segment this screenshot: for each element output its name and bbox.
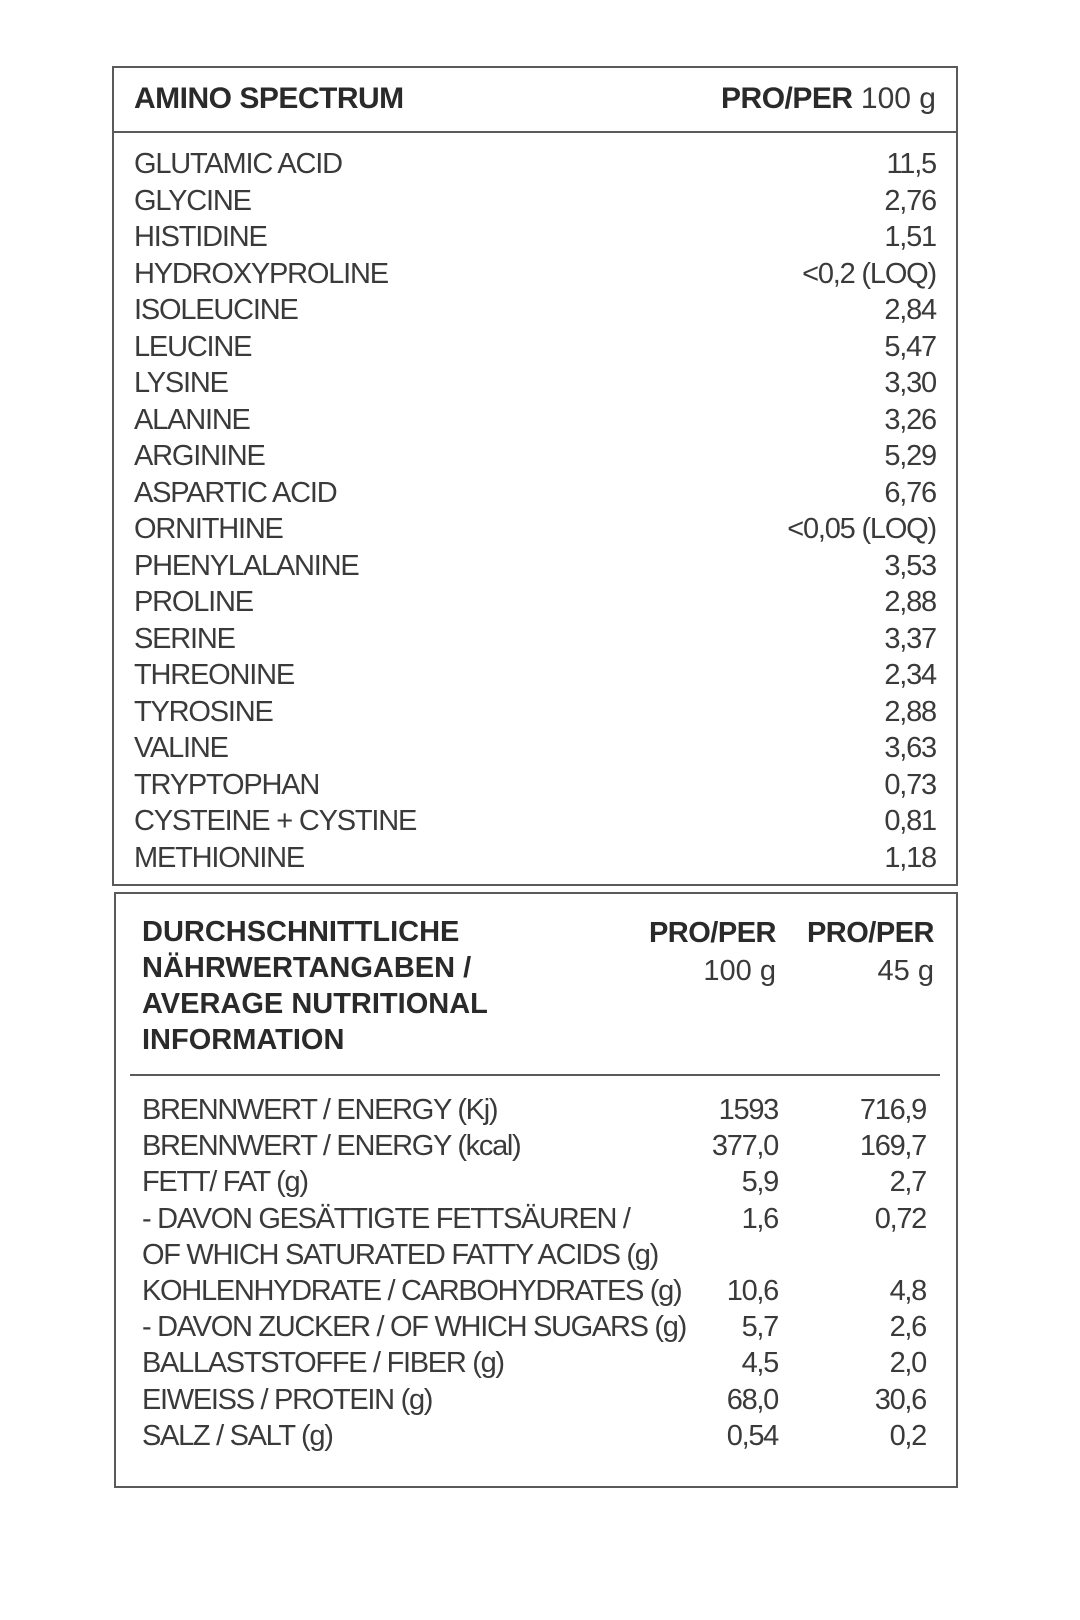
amino-name: VALINE — [134, 732, 228, 764]
amino-name: GLUTAMIC ACID — [134, 148, 342, 180]
nutrition-value-100g: 1,6 — [741, 1202, 778, 1235]
amino-value: 3,30 — [884, 367, 936, 399]
nutrition-value-45g: 2,7 — [889, 1166, 926, 1199]
amino-name: SERINE — [134, 622, 235, 655]
nutrition-value-45g: 0,72 — [874, 1202, 926, 1235]
nutrition-value-45g: 2,0 — [889, 1347, 926, 1380]
amino-table-header — [114, 68, 956, 133]
column-header-label: PRO/PER — [648, 917, 776, 949]
nutrition-value-45g: 0,2 — [889, 1419, 926, 1452]
nutrition-label: FETT/ FAT (g) — [142, 1166, 308, 1199]
amino-value: 2,76 — [884, 184, 936, 217]
nutrition-label: SALZ / SALT (g) — [142, 1419, 333, 1452]
amino-value: <0,05 (LOQ) — [787, 513, 936, 545]
amino-row — [134, 767, 936, 804]
amino-name: TRYPTOPHAN — [134, 768, 320, 801]
nutrition-value-100g: 5,9 — [741, 1166, 778, 1199]
nutrition-label: BALLASTSTOFFE / FIBER (g) — [142, 1347, 504, 1380]
amino-value: <0,2 (LOQ) — [802, 257, 936, 290]
nutrition-table — [114, 892, 958, 1488]
nutrition-row — [142, 1092, 926, 1128]
nutrition-row — [142, 1382, 926, 1418]
nutrition-value-45g: 30,6 — [874, 1383, 926, 1416]
column-header-100g — [649, 914, 776, 990]
amino-name: THREONINE — [134, 659, 294, 691]
amino-name: HISTIDINE — [134, 221, 267, 253]
amino-name: GLYCINE — [134, 184, 251, 217]
nutrition-table-header — [142, 914, 934, 1070]
amino-value: 5,47 — [884, 330, 936, 363]
amino-row — [134, 840, 936, 877]
nutrition-label: BRENNWERT / ENERGY (kcal) — [142, 1130, 521, 1163]
amino-name: ISOLEUCINE — [134, 294, 298, 326]
amino-row — [134, 219, 936, 256]
nutrition-list — [142, 1092, 926, 1454]
amino-value: 2,34 — [884, 659, 936, 691]
amino-name: TYROSINE — [134, 695, 273, 728]
nutrition-value-45g: 2,6 — [889, 1311, 926, 1344]
nutrition-value-100g: 377,0 — [711, 1130, 778, 1163]
amino-value: 2,84 — [884, 294, 936, 326]
nutrition-label: - DAVON GESÄTTIGTE FETTSÄUREN / — [142, 1202, 630, 1235]
nutrition-row — [142, 1418, 926, 1454]
amino-name: ORNITHINE — [134, 513, 283, 545]
amino-row — [134, 256, 936, 293]
nutrition-row — [142, 1345, 926, 1381]
amino-row — [134, 511, 936, 548]
amino-row — [134, 548, 936, 585]
amino-value: 3,53 — [884, 549, 936, 582]
nutrition-value-100g: 1593 — [718, 1094, 778, 1126]
nutrition-value-45g: 169,7 — [859, 1130, 926, 1163]
amino-name: ARGININE — [134, 440, 265, 472]
column-header-45g — [807, 914, 934, 990]
amino-row — [134, 694, 936, 731]
nutrition-value-100g: 5,7 — [741, 1311, 778, 1344]
amino-spectrum-table — [112, 66, 958, 886]
amino-value: 1,51 — [884, 221, 936, 253]
nutrition-row — [142, 1201, 926, 1237]
nutrition-label: EIWEISS / PROTEIN (g) — [142, 1383, 433, 1416]
amino-name: LYSINE — [134, 367, 228, 399]
amino-value: 0,73 — [884, 768, 936, 801]
header-divider — [130, 1074, 940, 1076]
amino-row — [134, 803, 936, 840]
amino-value: 2,88 — [884, 586, 936, 618]
amino-value: 5,29 — [884, 440, 936, 472]
amino-row — [134, 365, 936, 402]
nutrition-value-100g: 4,5 — [741, 1347, 778, 1380]
amino-table-title: AMINO SPECTRUM — [134, 82, 404, 115]
amino-list — [134, 146, 936, 876]
nutrition-label: - DAVON ZUCKER / OF WHICH SUGARS (g) — [142, 1311, 686, 1344]
amino-value: 3,26 — [884, 403, 936, 436]
amino-row — [134, 438, 936, 475]
amino-row — [134, 402, 936, 439]
nutrition-row — [142, 1164, 926, 1200]
amino-row — [134, 657, 936, 694]
nutrition-row — [142, 1309, 926, 1345]
amino-row — [134, 329, 936, 366]
nutrition-title-line: NÄHRWERTANGABEN / — [142, 952, 472, 984]
amino-row — [134, 475, 936, 512]
amino-name: METHIONINE — [134, 841, 305, 874]
nutrition-title-line: AVERAGE NUTRITIONAL — [142, 988, 488, 1020]
nutrition-title-line: DURCHSCHNITTLICHE — [142, 916, 460, 948]
nutrition-row — [142, 1128, 926, 1164]
amino-name: PROLINE — [134, 586, 253, 618]
amino-value: 3,37 — [884, 622, 936, 655]
column-header-label: PRO/PER — [806, 917, 934, 949]
nutrition-title-line: INFORMATION — [142, 1024, 345, 1056]
nutrition-value-45g: 716,9 — [859, 1094, 926, 1126]
nutrition-table-title — [142, 914, 488, 1058]
amino-row — [134, 292, 936, 329]
amino-unit-bold: PRO/PER — [721, 82, 853, 115]
amino-name: LEUCINE — [134, 330, 252, 363]
amino-value: 0,81 — [884, 805, 936, 837]
amino-name: CYSTEINE + CYSTINE — [134, 805, 417, 837]
amino-row — [134, 584, 936, 621]
amino-name: HYDROXYPROLINE — [134, 257, 388, 290]
amino-unit-header — [721, 82, 936, 116]
nutrition-value-100g: 10,6 — [726, 1274, 778, 1307]
column-header-unit: 100 g — [703, 955, 776, 987]
amino-name: ALANINE — [134, 403, 250, 436]
column-header-unit: 45 g — [877, 955, 934, 987]
nutrition-label: BRENNWERT / ENERGY (Kj) — [142, 1094, 498, 1126]
amino-value: 3,63 — [884, 732, 936, 764]
amino-row — [134, 146, 936, 183]
amino-row — [134, 183, 936, 220]
amino-value: 1,18 — [884, 841, 936, 874]
amino-value: 11,5 — [886, 148, 936, 180]
amino-value: 6,76 — [884, 476, 936, 509]
amino-row — [134, 730, 936, 767]
nutrition-row — [142, 1273, 926, 1309]
amino-value: 2,88 — [884, 695, 936, 728]
nutrition-label: KOHLENHYDRATE / CARBOHYDRATES (g) — [142, 1274, 682, 1307]
amino-name: PHENYLALANINE — [134, 549, 359, 582]
amino-row — [134, 621, 936, 658]
nutrition-value-45g: 4,8 — [889, 1274, 926, 1307]
nutrition-value-100g: 0,54 — [726, 1419, 778, 1452]
amino-name: ASPARTIC ACID — [134, 476, 337, 509]
nutrition-value-100g: 68,0 — [726, 1383, 778, 1416]
nutrition-label: OF WHICH SATURATED FATTY ACIDS (g) — [142, 1238, 658, 1271]
amino-unit-rest: 100 g — [852, 82, 936, 115]
nutrition-row — [142, 1237, 926, 1273]
